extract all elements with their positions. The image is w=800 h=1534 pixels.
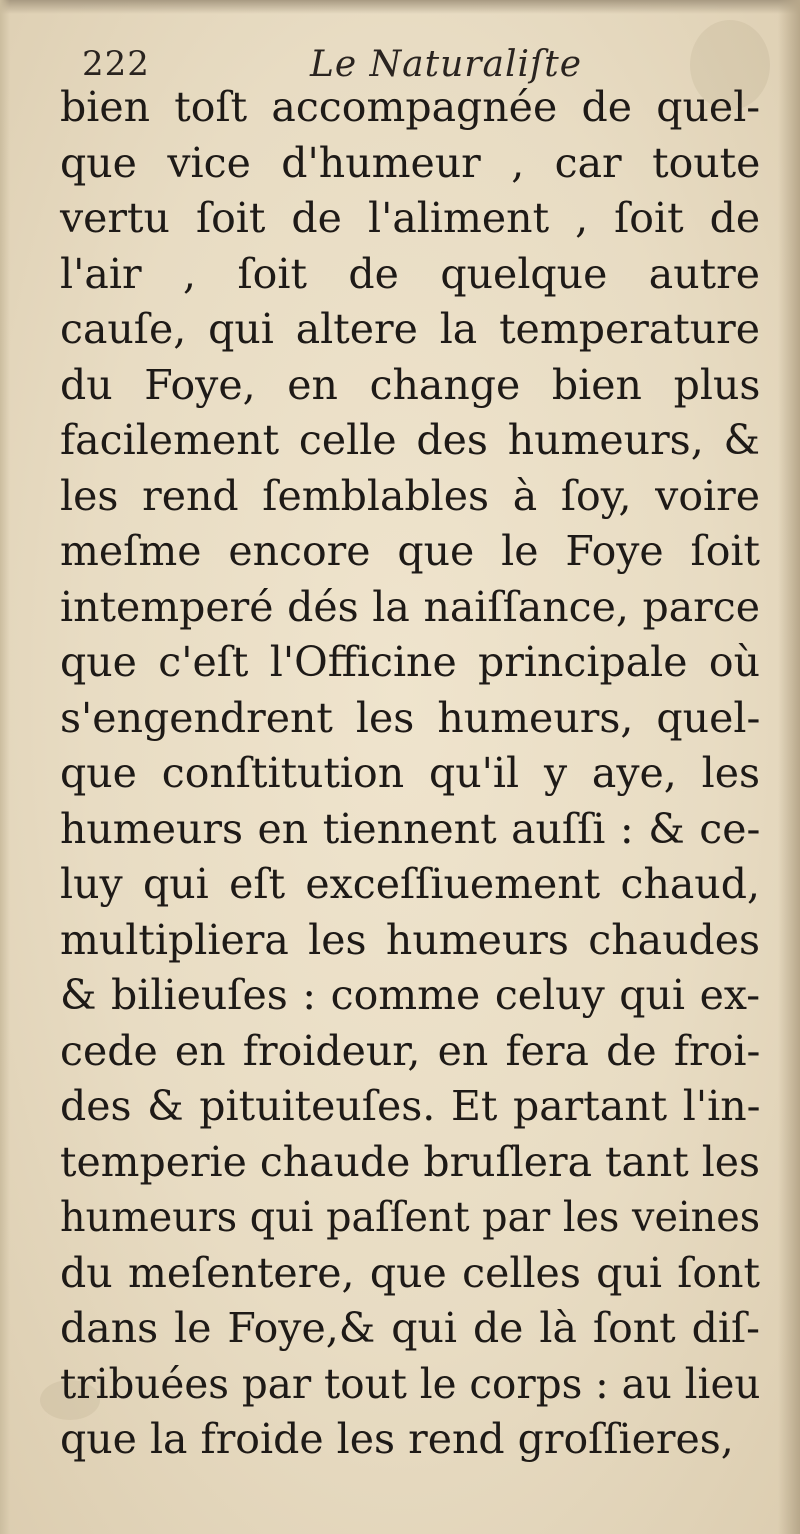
text-line: cauſe, qui altere la temperature (60, 305, 760, 353)
text-line: humeurs qui paſſent par les veines (60, 1193, 761, 1241)
text-line: temperie chaude bruſlera tant les (60, 1137, 761, 1186)
text-line: l'air , ſoit de quelque autre (60, 249, 760, 298)
body-text (60, 80, 760, 1468)
text-line: intemperé dés la naiſſance, parce (60, 582, 760, 631)
text-line: meſme encore que le Foye ſoit (60, 527, 760, 575)
text-line: des & pituiteuſes. Et partant l'in- (60, 1082, 761, 1130)
text-line: facilement celle des humeurs, & (60, 416, 761, 464)
text-line: multipliera les humeurs chaudes (60, 915, 761, 964)
text-line: luy qui eſt exceſſiuement chaud, (60, 860, 760, 908)
text-line: s'engendrent les humeurs, quel- (60, 693, 761, 742)
text-line: que vice d'humeur , car toute (60, 138, 761, 187)
text-line: que c'eſt l'Officine principale où (60, 638, 760, 686)
text-line: & bilieuſes : comme celuy qui ex- (60, 971, 761, 1019)
text-line: que conſtitution qu'il y aye, les (60, 749, 761, 797)
text-line: tribuées par tout le corps : au lieu (60, 1359, 761, 1408)
page-number: 222 (82, 44, 150, 84)
text-line: cede en froideur, en fera de froi- (60, 1026, 761, 1075)
text-line: bien toſt accompagnée de quel- (60, 83, 761, 131)
text-line: du Foye, en change bien plus (60, 360, 761, 409)
text-line: vertu ſoit de l'aliment , ſoit de (60, 194, 761, 242)
text-line: que la froide les rend groſſieres, (60, 1415, 734, 1463)
running-title: Le Naturaliſte (310, 44, 583, 85)
text-line: les rend ſemblables à ſoy, voire (60, 471, 760, 520)
text-line: humeurs en tiennent auſſi : & ce- (60, 804, 761, 853)
binding-shadow (0, 0, 10, 1534)
text-line: dans le Foye,& qui de là ſont diſ- (60, 1304, 760, 1352)
text-line: du meſentere, que celles qui ſont (60, 1248, 760, 1297)
